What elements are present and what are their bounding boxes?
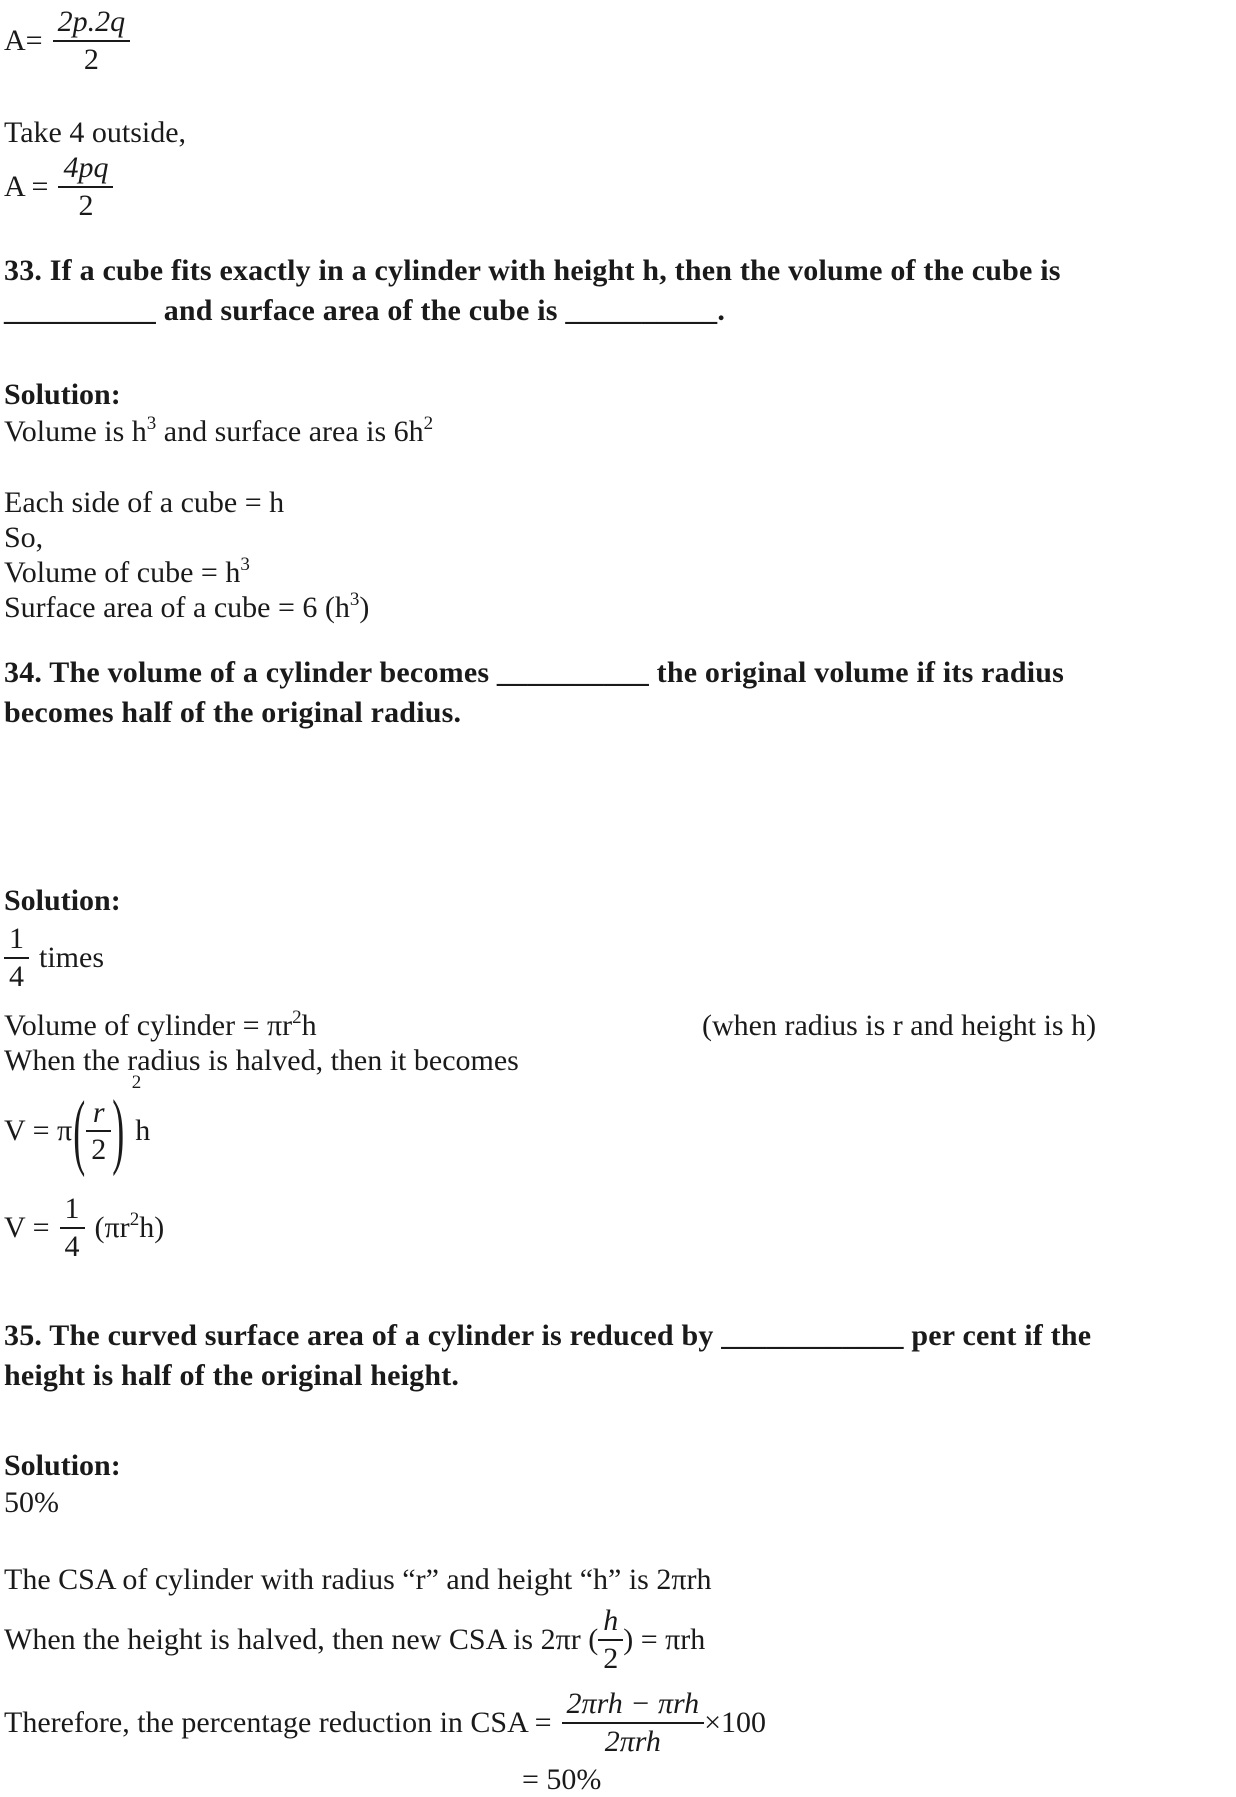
solution-label-q33: Solution: xyxy=(4,378,121,411)
q35-result: = 50% xyxy=(522,1763,602,1796)
question-35-heading: 35. The curved surface area of a cylinder is reduced by ____________ per cent if the height is half of the original height. xyxy=(4,1319,1092,1392)
close-paren-with-exponent xyxy=(111,1072,142,1177)
fraction-r-over-2 xyxy=(86,1097,111,1166)
equation-lhs: A = xyxy=(4,169,49,203)
q33-each-side-line: Each side of a cube = h xyxy=(4,486,285,519)
q34-halved-line: When the radius is halved, then it becomes xyxy=(4,1044,519,1077)
q34-v-equation-1 xyxy=(4,1072,1206,1178)
q34-v-equation-2 xyxy=(4,1193,1206,1262)
fraction-numerator: r xyxy=(86,1097,111,1133)
fraction-denominator: 4 xyxy=(9,959,24,993)
q35-csa-line: The CSA of cylinder with radius “r” and height “h” is 2πrh xyxy=(4,1563,712,1596)
when-radius-note: (when radius is r and height is h) xyxy=(702,1009,1097,1042)
open-paren: ( xyxy=(73,1084,86,1178)
question-33-heading: 33. If a cube fits exactly in a cylinder with height h, then the volume of the cube is __________ and surface area of the cube is __________. xyxy=(4,254,1061,327)
take-4-outside-text: Take 4 outside, xyxy=(4,116,187,149)
fraction-denominator: 2πrh xyxy=(604,1724,661,1758)
equation-a-2p2q xyxy=(4,6,1206,75)
q34-volume-cylinder-line: Volume of cylinder = $\pi r^2h$ (when radius is r and height is h) xyxy=(4,1007,1097,1042)
superscript: 2 xyxy=(423,413,434,434)
times-100: ×100 xyxy=(704,1705,767,1739)
fraction-denominator: 4 xyxy=(64,1229,80,1263)
close-paren: ) xyxy=(112,1083,125,1177)
times-label: times xyxy=(39,940,104,974)
fraction-h-over-2 xyxy=(598,1605,623,1674)
equation-lhs: V = π xyxy=(4,1114,73,1147)
equation-rhs: h xyxy=(135,1114,151,1147)
q34-one-fourth-times xyxy=(4,923,1206,992)
superscript: 2 xyxy=(292,1007,302,1028)
equation-a-4pq xyxy=(4,152,1206,221)
question-34-heading: 34. The volume of a cylinder becomes __________ the original volume if its radius becomes half of the original radius. xyxy=(4,656,1065,729)
fraction-one-fourth xyxy=(60,1193,85,1262)
superscript: 3 xyxy=(240,554,250,575)
fraction-denominator: 2 xyxy=(78,188,94,222)
equation-lhs: A= xyxy=(4,23,43,57)
superscript: 3 xyxy=(146,413,157,434)
superscript: 2 xyxy=(131,1072,142,1093)
solution-label-q35: Solution: xyxy=(4,1449,121,1482)
fraction-numerator: 1 xyxy=(4,923,29,959)
fraction-denominator: 2 xyxy=(91,1133,107,1166)
fraction-numerator: 2p.2q xyxy=(53,6,131,42)
q33-answer-line: Volume is $h^3$ and surface area is $6h^2$ xyxy=(4,413,434,448)
fraction-one-fourth xyxy=(4,923,29,992)
equation-rhs: $(\pi r^2h)$ xyxy=(94,1208,165,1244)
solution-label-q34: Solution: xyxy=(4,884,121,917)
fraction-denominator: 2 xyxy=(603,1641,619,1675)
q35-halved-line: When the height is halved, then new CSA is 2πr ( $\frac{h}{2}$ ) = πrh xyxy=(4,1604,706,1675)
fraction-numerator: h xyxy=(598,1605,623,1641)
q33-so-line: So, xyxy=(4,521,44,554)
fraction-4pq-over-2 xyxy=(58,152,113,221)
q33-surface-area-line: Surface area of a cube = 6 $(h^3)$ xyxy=(4,589,370,624)
fraction-numerator: 2πrh − πrh xyxy=(562,1688,705,1724)
fraction-denominator: 2 xyxy=(83,42,99,76)
fraction-2p2q-over-2 xyxy=(53,6,131,75)
superscript: 2 xyxy=(129,1208,140,1230)
q33-volume-line: Volume of cube = $h^3$ xyxy=(4,554,250,589)
q35-therefore-line: Therefore, the percentage reduction in CSA = $\frac{\text{2πrh − πrh}}{\text{2πrh}}$ ×100 xyxy=(4,1687,767,1758)
equation-lhs: V = xyxy=(4,1210,50,1244)
fraction-csa-reduction xyxy=(562,1688,705,1757)
q35-answer: 50% xyxy=(4,1486,59,1519)
fraction-numerator: 1 xyxy=(60,1193,85,1229)
fraction-numerator: 4pq xyxy=(58,152,113,188)
superscript: 3 xyxy=(349,589,360,610)
